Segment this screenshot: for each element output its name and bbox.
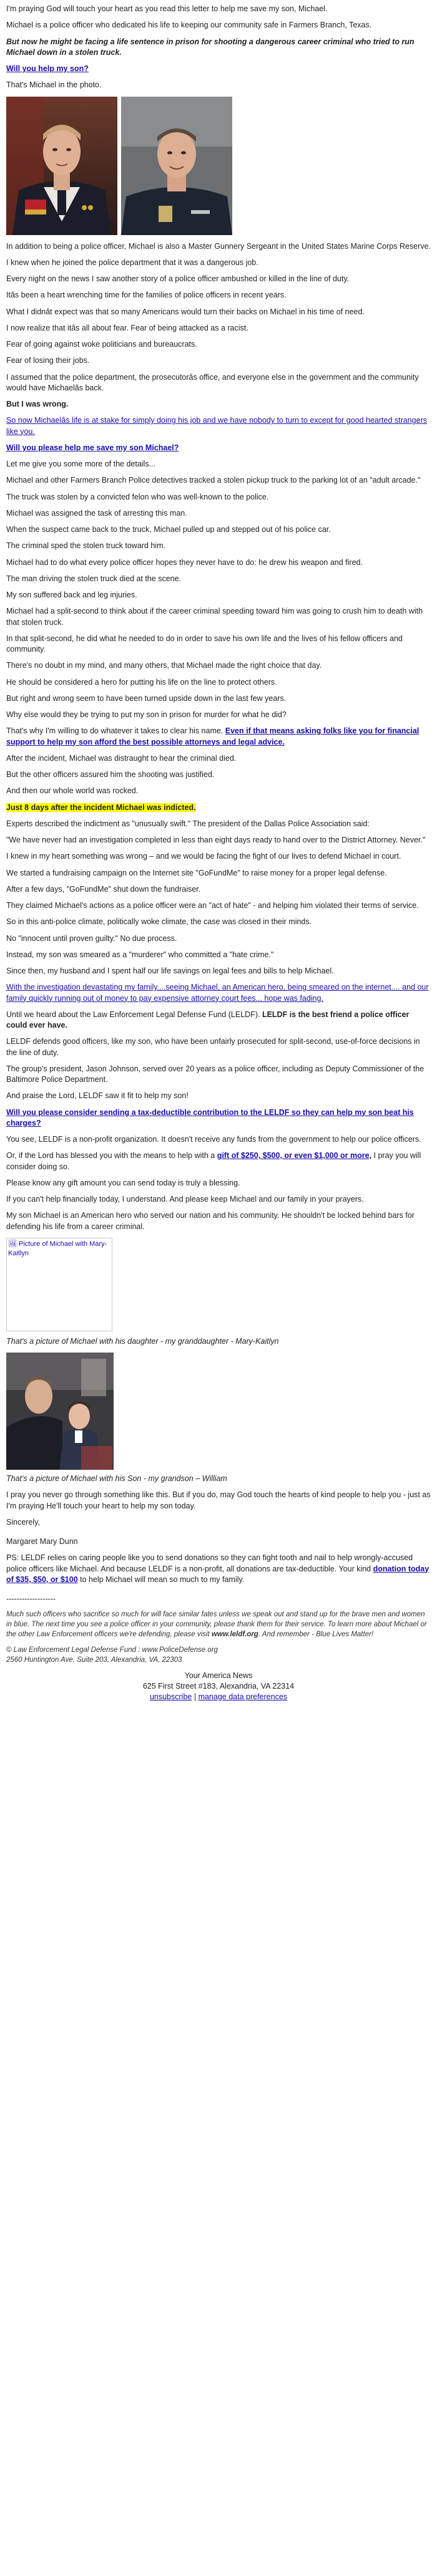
blessed-text-end: I pray you will consider doing so. [6,1151,421,1171]
ps-text: PS: LELDF relies on caring people like you to send donations so they can fight tooth and nail to help wrongly-accused police officers like Michael. And because LELDF is a non-profit, all donations are tax-deductible. Your kind [6,1553,413,1573]
suspect-paragraph: When the suspect came back to the truck, Michael pulled up and stepped out of his police car. [6,525,331,534]
unsubscribe-link[interactable]: unsubscribe [149,1692,192,1702]
until-text: Until we heard about the Law Enforcement Legal Defense Fund (LELDF). [6,1010,262,1019]
sped-paragraph: The criminal sped the stolen truck toward him. [6,541,165,551]
cant-help-paragraph: If you can't help financially today, I understand. And please keep Michael and our family in your prayers. [6,1195,364,1204]
rocked-paragraph: And then our whole world was rocked. [6,786,139,796]
financial-support-link[interactable]: Even if that means asking folks like you for financial support to help my son afford the best possible attorneys and legal advice. [6,726,420,746]
intro-paragraph: I'm praying God will touch your heart as you read this letter to help me save my son, Michael. [6,4,328,13]
dangerous-job-paragraph: I knew when he joined the police department that it was a dangerous job. [6,258,258,267]
fear-racist-paragraph: I now realize that itâs all about fear. Fear of being attacked as a racist. [6,323,248,332]
footer-italic-end: . And remember - Blue Lives Matter! [258,1630,374,1638]
quote-paragraph: "We have never had an investigation completed in less than eight days ready to hand over to the District Attorney. Never." [6,836,426,844]
blessed-paragraph [6,1151,431,1172]
sender-name: Your America News [184,1671,253,1680]
gofundme-paragraph: We started a fundraising campaign on the Internet site "GoFundMe" to raise money for a proper legal defense. [6,868,387,877]
until-paragraph [6,1010,431,1031]
michael-son-photo [6,1353,114,1470]
officer-paragraph: Michael is a police officer who dedicated his life to keeping our community safe in Farmers Branch, Texas. [6,21,372,30]
no-doubt-paragraph: There's no doubt in my mind, and many others, that Michael made the right choice that day. [6,661,322,670]
copyright-text: © Law Enforcement Legal Defense Fund : www.PoliceDefense.org [6,1646,218,1654]
leldf-defends-paragraph: LELDF defends good officers, like my son, who have been unfairly prosecuted for split-second, use-of-force decisions in the line of duty. [6,1037,420,1057]
smeared-paragraph: Instead, my son was smeared as a "murderer" who committed a "hate crime." [6,950,274,959]
fear-jobs-paragraph: Fear of losing their jobs. [6,356,90,365]
president-paragraph: The group's president, Jason Johnson, served over 20 years as a police officer, including as Deputy Commissioner of the Baltimore Police Department. [6,1064,425,1084]
willing-paragraph [6,726,431,748]
son-caption: That's a picture of Michael with his Son - my grandson – William [6,1474,227,1483]
manage-preferences-link[interactable]: manage data preferences [198,1692,288,1702]
stolen-by-paragraph: The truck was stolen by a convicted felon who was well-known to the police. [6,492,269,501]
climate-paragraph: So in this anti-police climate, politically woke climate, the case was closed in their minds. [6,917,312,927]
save-son-link[interactable]: Will you please help me save my son Michael? [6,443,179,452]
assigned-paragraph: Michael was assigned the task of arresting this man. [6,508,187,518]
heart-wrenching-paragraph: Itâs been a heart wrenching time for the families of police officers in recent years. [6,291,287,300]
right-wrong-paragraph: But right and wrong seem to have been turned upside down in the last few years. [6,693,287,703]
shut-paragraph: After a few days, "GoFundMe" shut down the fundraiser. [6,884,201,894]
michael-police-photo [121,97,232,235]
why-paragraph: Why else would they be trying to put my son in prison for murder for what he did? [6,710,287,719]
indicted-highlight: Just 8 days after the incident Michael was indicted. [6,803,196,812]
footer-copyright [6,1646,431,1666]
org-address: 2560 Huntington Ave. Suite 203, Alexandria, VA, 22303 [6,1656,182,1664]
broken-image-placeholder[interactable] [6,1238,112,1331]
assumed-paragraph: I assumed that the police department, the prosecutorâs office, and everyone else in the government and the community would have Michaelâs back. [6,372,419,392]
daughter-caption: That's a picture of Michael with his daughter - my granddaughter - Mary-Kaitlyn [6,1336,279,1346]
signature: Margaret Mary Dunn [6,1537,78,1546]
blessed-text: Or, if the Lord has blessed you with the means to help with a [6,1151,217,1160]
gift-link[interactable]: gift of $250, $500, or even $1,000 or more, [217,1151,372,1160]
sincerely: Sincerely, [6,1517,40,1527]
sender-footer [6,1671,431,1703]
willing-text: That's why I'm willing to do whatever it takes to clear his name. [6,726,225,736]
died-paragraph: The man driving the stolen truck died at the scene. [6,574,182,583]
news-paragraph: Every night on the news I saw another story of a police officer ambushed or killed in the line of duty. [6,274,350,283]
detectives-paragraph: Michael and other Farmers Branch Police detectives tracked a stolen pickup truck to the parking lot of an "adult arcade." [6,476,421,485]
split-second-paragraph: Michael had a split-second to think about if the career criminal speeding toward him was going to crush him to death with that stolen truck. [6,607,423,627]
broken-image-icon: 🖼 [8,1240,17,1248]
justified-paragraph: But the other officers assured him the shooting was justified. [6,770,215,779]
dashes: ------------------- [6,1594,56,1603]
ps-paragraph [6,1553,431,1585]
contribute-link[interactable]: Will you please consider sending a tax-deductible contribution to the LELDF so they can help my son beat his charges? [6,1107,414,1127]
pray-paragraph: I pray you never go through something like this. But if you do, may God touch the hearts of kind people to help you - just as I'm praying He'll touch your heart to help my son today. [6,1490,431,1510]
knew-paragraph: I knew in my heart something was wrong – and we would be facing the fight of our lives to defend Michael in court. [6,852,401,861]
my-son-paragraph: My son Michael is an American hero who served our nation and his community. He shouldn't be locked behind bars for defending his life from a career criminal. [6,1211,415,1231]
michael-photos [6,97,431,235]
michael-marine-photo [6,97,117,235]
in-that-paragraph: In that split-second, he did what he needed to do in order to save his own life and the lives of his fellow officers and community. [6,634,403,654]
footer-site: www.leldf.org [211,1630,258,1638]
after-paragraph: After the incident, Michael was distraught to hear the criminal died. [6,753,237,763]
had-to-paragraph: Michael had to do what every police officer hopes they never have to do: he drew his weapon and fired. [6,557,363,567]
ps-text-end: to help Michael will mean so much to my family. [77,1575,245,1584]
wrong-paragraph: But I was wrong. [6,400,69,408]
footer-separator: | [192,1692,199,1702]
turn-backs-paragraph: What I didnât expect was that so many Americans would turn their backs on Michael in his time of need. [6,307,365,316]
injuries-paragraph: My son suffered back and leg injuries. [6,591,137,599]
fear-woke-paragraph: Fear of going against woke politicians and bureaucrats. [6,340,197,349]
experts-paragraph: Experts described the indictment as "unusually swift." The president of the Dallas Police Association said: [6,819,370,828]
hero-paragraph: He should be considered a hero for putting his life on the line to protect others. [6,677,277,687]
praise-paragraph: And praise the Lord, LELDF saw it fit to help my son! [6,1091,189,1101]
broken-image-alt: Picture of Michael with Mary-Kaitlyn [8,1240,107,1257]
any-gift-paragraph: Please know any gift amount you can send today is truly a blessing. [6,1178,240,1187]
savings-paragraph: Since then, my husband and I spent half our life savings on legal fees and bills to help Michael. [6,967,334,975]
so-now-link[interactable]: So now Michaelâs life is at stake for simply doing his job and we have nobody to turn to except for good hearted strangers like you. [6,416,427,436]
ps-donation-link[interactable]: donation today of $35, $50, or $100 [6,1564,430,1584]
details-paragraph: Let me give you some more of the details... [6,460,156,468]
sender-address: 625 First Street #183, Alexandria, VA 22314 [142,1681,295,1691]
claimed-paragraph: They claimed Michael's actions as a police officer were an "act of hate" - and helping him violated their terms of service. [6,901,419,910]
photo-note: That's Michael in the photo. [6,80,102,90]
nonprofit-paragraph: You see, LELDF is a non-profit organization. It doesn't receive any funds from the government to help our police officers. [6,1135,421,1144]
footer-italic-text: Much such officers who sacrifice so much for will face similar fates unless we speak out and stand up for the brave men and women in blue. The next time you see a police officer in your community, please thank them for their service. To learn more about Michael or the other Law Enforcement officers we're defending, please visit [6,1611,427,1638]
marine-paragraph: In addition to being a police officer, Michael is also a Master Gunnery Sergeant in the United States Marine Corps Reserve. [6,241,431,251]
help-son-link[interactable]: Will you help my son? [6,64,89,73]
best-friend-text: LELDF is the best friend a police officer could ever have. [6,1010,410,1030]
innocent-paragraph: No "innocent until proven guilty." No due process. [6,933,177,943]
footer-italic-paragraph [6,1610,431,1640]
life-sentence-paragraph: But now he might be facing a life sentence in prison for shooting a dangerous career criminal who tried to run Michael down in a stolen truck. [6,37,415,57]
devastating-link[interactable]: With the investigation devastating my family....seeing Michael, an American hero, being smeared on the internet.... and our family quickly running out of money to pay expensive attorney court fees... hope was fading. [6,983,429,1003]
